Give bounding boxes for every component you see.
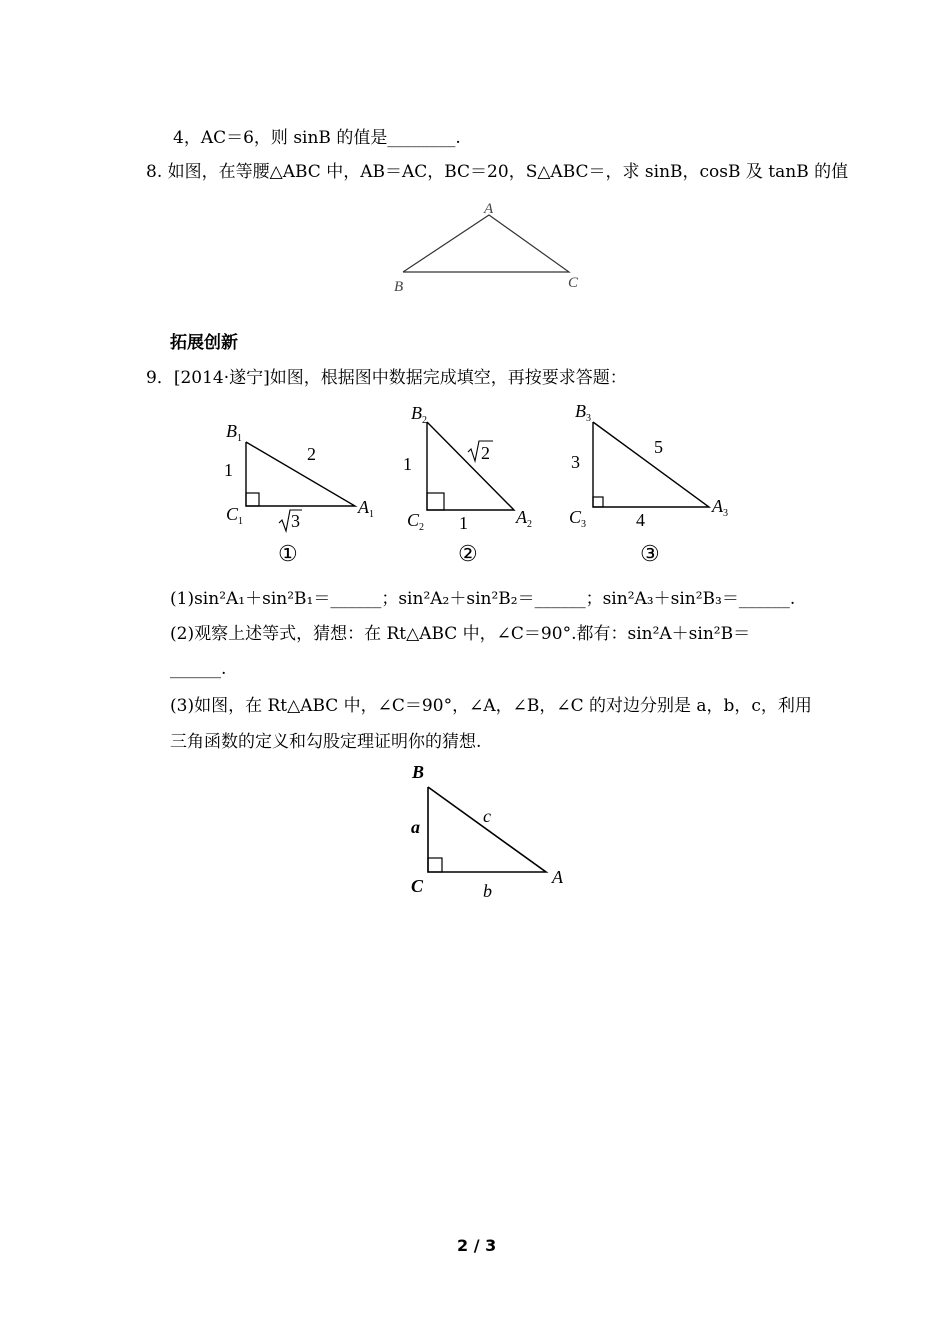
vertex-a3: $A_3$ (712, 496, 728, 519)
side-bc-2: 1 (403, 454, 412, 474)
side-b: b (483, 881, 492, 901)
vertex-a2: $A_2$ (516, 507, 532, 530)
q9-part-2-blank (170, 658, 226, 680)
q9-part-2-blank-text: ______. (170, 659, 227, 679)
right-angle-mark-4 (428, 858, 442, 872)
triangle-1-outline (246, 442, 355, 506)
q9-part-1-text: (1)sin²A₁＋sin²B₁＝______；sin²A₂＋sin²B₂＝______；sin²A₃＋sin²B₃＝______. (170, 589, 796, 609)
q9-text (146, 367, 627, 389)
side-c: c (483, 806, 491, 826)
side-ca-1: 3 (291, 511, 300, 531)
caption-3: ③ (640, 541, 660, 566)
caption-2: ② (458, 541, 478, 566)
vertex-b1: $B_1$ (226, 421, 242, 444)
right-angle-mark-3 (593, 497, 603, 507)
page-number: 2 / 3 (457, 1236, 497, 1255)
q7-tail (173, 127, 461, 149)
side-ca-2: 1 (459, 513, 468, 533)
figure-triangle-3 (565, 395, 745, 570)
q9-part-2 (170, 623, 750, 645)
label-c: C (568, 275, 579, 291)
vertex-a: A (552, 867, 563, 887)
side-ab-2: 2 (481, 443, 490, 463)
q8-text (146, 161, 848, 183)
vertex-b3: $B_3$ (575, 401, 591, 424)
q9-part-1 (170, 588, 795, 610)
vertex-c2: $C_2$ (407, 510, 425, 533)
vertex-b: B (412, 762, 425, 782)
q9-part-3-line-1 (170, 695, 812, 717)
side-a: a (411, 817, 420, 837)
side-bc-3: 3 (571, 452, 580, 472)
triangle-4-outline (428, 787, 546, 872)
triangle-abc-outline (403, 215, 569, 272)
right-angle-mark-2 (427, 493, 444, 510)
right-angle-mark-1 (246, 493, 259, 506)
figure-isosceles-triangle (380, 195, 600, 295)
label-a: A (484, 201, 494, 217)
q8-text-content: 8. 如图，在等腰△ABC 中，AB＝AC，BC＝20，S△ABC＝，求 sinB，cosB 及 tanB 的值 (146, 162, 849, 182)
q9-part-3-line-1-text: (3)如图，在 Rt△ABC 中，∠C＝90°，∠A，∠B，∠C 的对边分别是 a，b，c，利用 (170, 696, 812, 716)
triangle-2-outline (427, 422, 514, 510)
section-title: 拓展创新 (170, 333, 238, 353)
vertex-c3: $C_3$ (569, 507, 587, 530)
vertex-c1: $C_1$ (226, 504, 244, 527)
side-ab-1: 2 (307, 444, 316, 464)
side-ca-3: 4 (636, 510, 645, 530)
side-bc-1: 1 (224, 460, 233, 480)
caption-1: ① (278, 541, 298, 566)
q9-part-3-line-2 (170, 731, 481, 753)
figure-triangle-2 (395, 395, 555, 570)
figure-triangle-1 (220, 410, 390, 570)
q9-part-2-text: (2)观察上述等式，猜想：在 Rt△ABC 中，∠C＝90°.都有：sin²A＋sin²B＝ (170, 624, 751, 644)
vertex-a1: $A_1$ (358, 497, 374, 520)
vertex-b2: $B_2$ (411, 403, 427, 426)
label-b: B (394, 279, 404, 295)
figure-general-right-triangle (400, 758, 580, 908)
vertex-c: C (411, 876, 424, 896)
side-ab-3: 5 (654, 437, 663, 457)
triangle-3-outline (593, 422, 709, 507)
q9-text-content: 9．[2014·遂宁]如图，根据图中数据完成填空，再按要求答题： (146, 368, 627, 388)
q9-part-3-line-2-text: 三角函数的定义和勾股定理证明你的猜想. (170, 732, 482, 752)
q7-tail-text: 4，AC＝6，则 sinB 的值是________. (173, 128, 461, 148)
